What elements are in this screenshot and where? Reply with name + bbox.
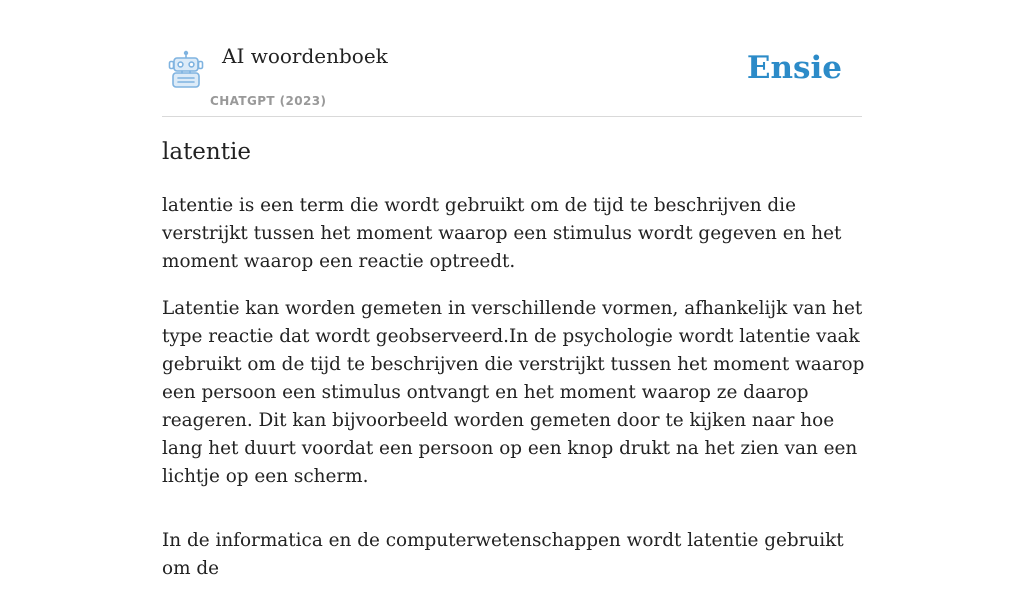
definition-paragraph: Latentie kan worden gemeten in verschillende vormen, afhankelijk van het type reactie dat wordt geobserveerd.In de psychologie wordt latentie vaak gebruikt om de tijd te beschrijven die verstrijkt tussen het moment waarop een persoon een stimulus ontvangt en het moment waarop ze daarop reageren. Dit kan bijvoorbeeld worden gemeten door te kijken naar hoe lang het duurt voordat een persoon op een knop drukt na het zien van een lichtje op een scherm. bbox=[162, 298, 865, 487]
source-title[interactable]: AI woordenboek bbox=[222, 44, 388, 68]
site-logo[interactable]: Ensie bbox=[746, 50, 842, 86]
entry-term: latentie bbox=[162, 139, 251, 165]
robot-icon bbox=[166, 50, 206, 90]
header bbox=[162, 0, 862, 117]
entry-definition bbox=[162, 192, 867, 602]
definition-paragraph: In de informatica en de computerwetenschappen wordt latentie gebruikt om de bbox=[162, 530, 844, 579]
source-subtitle: CHATGPT (2023) bbox=[210, 94, 327, 108]
definition-paragraph: latentie is een term die wordt gebruikt om de tijd te beschrijven die verstrijkt tussen het moment waarop een stimulus wordt gegeven en het moment waarop een reactie optreedt. bbox=[162, 195, 842, 272]
